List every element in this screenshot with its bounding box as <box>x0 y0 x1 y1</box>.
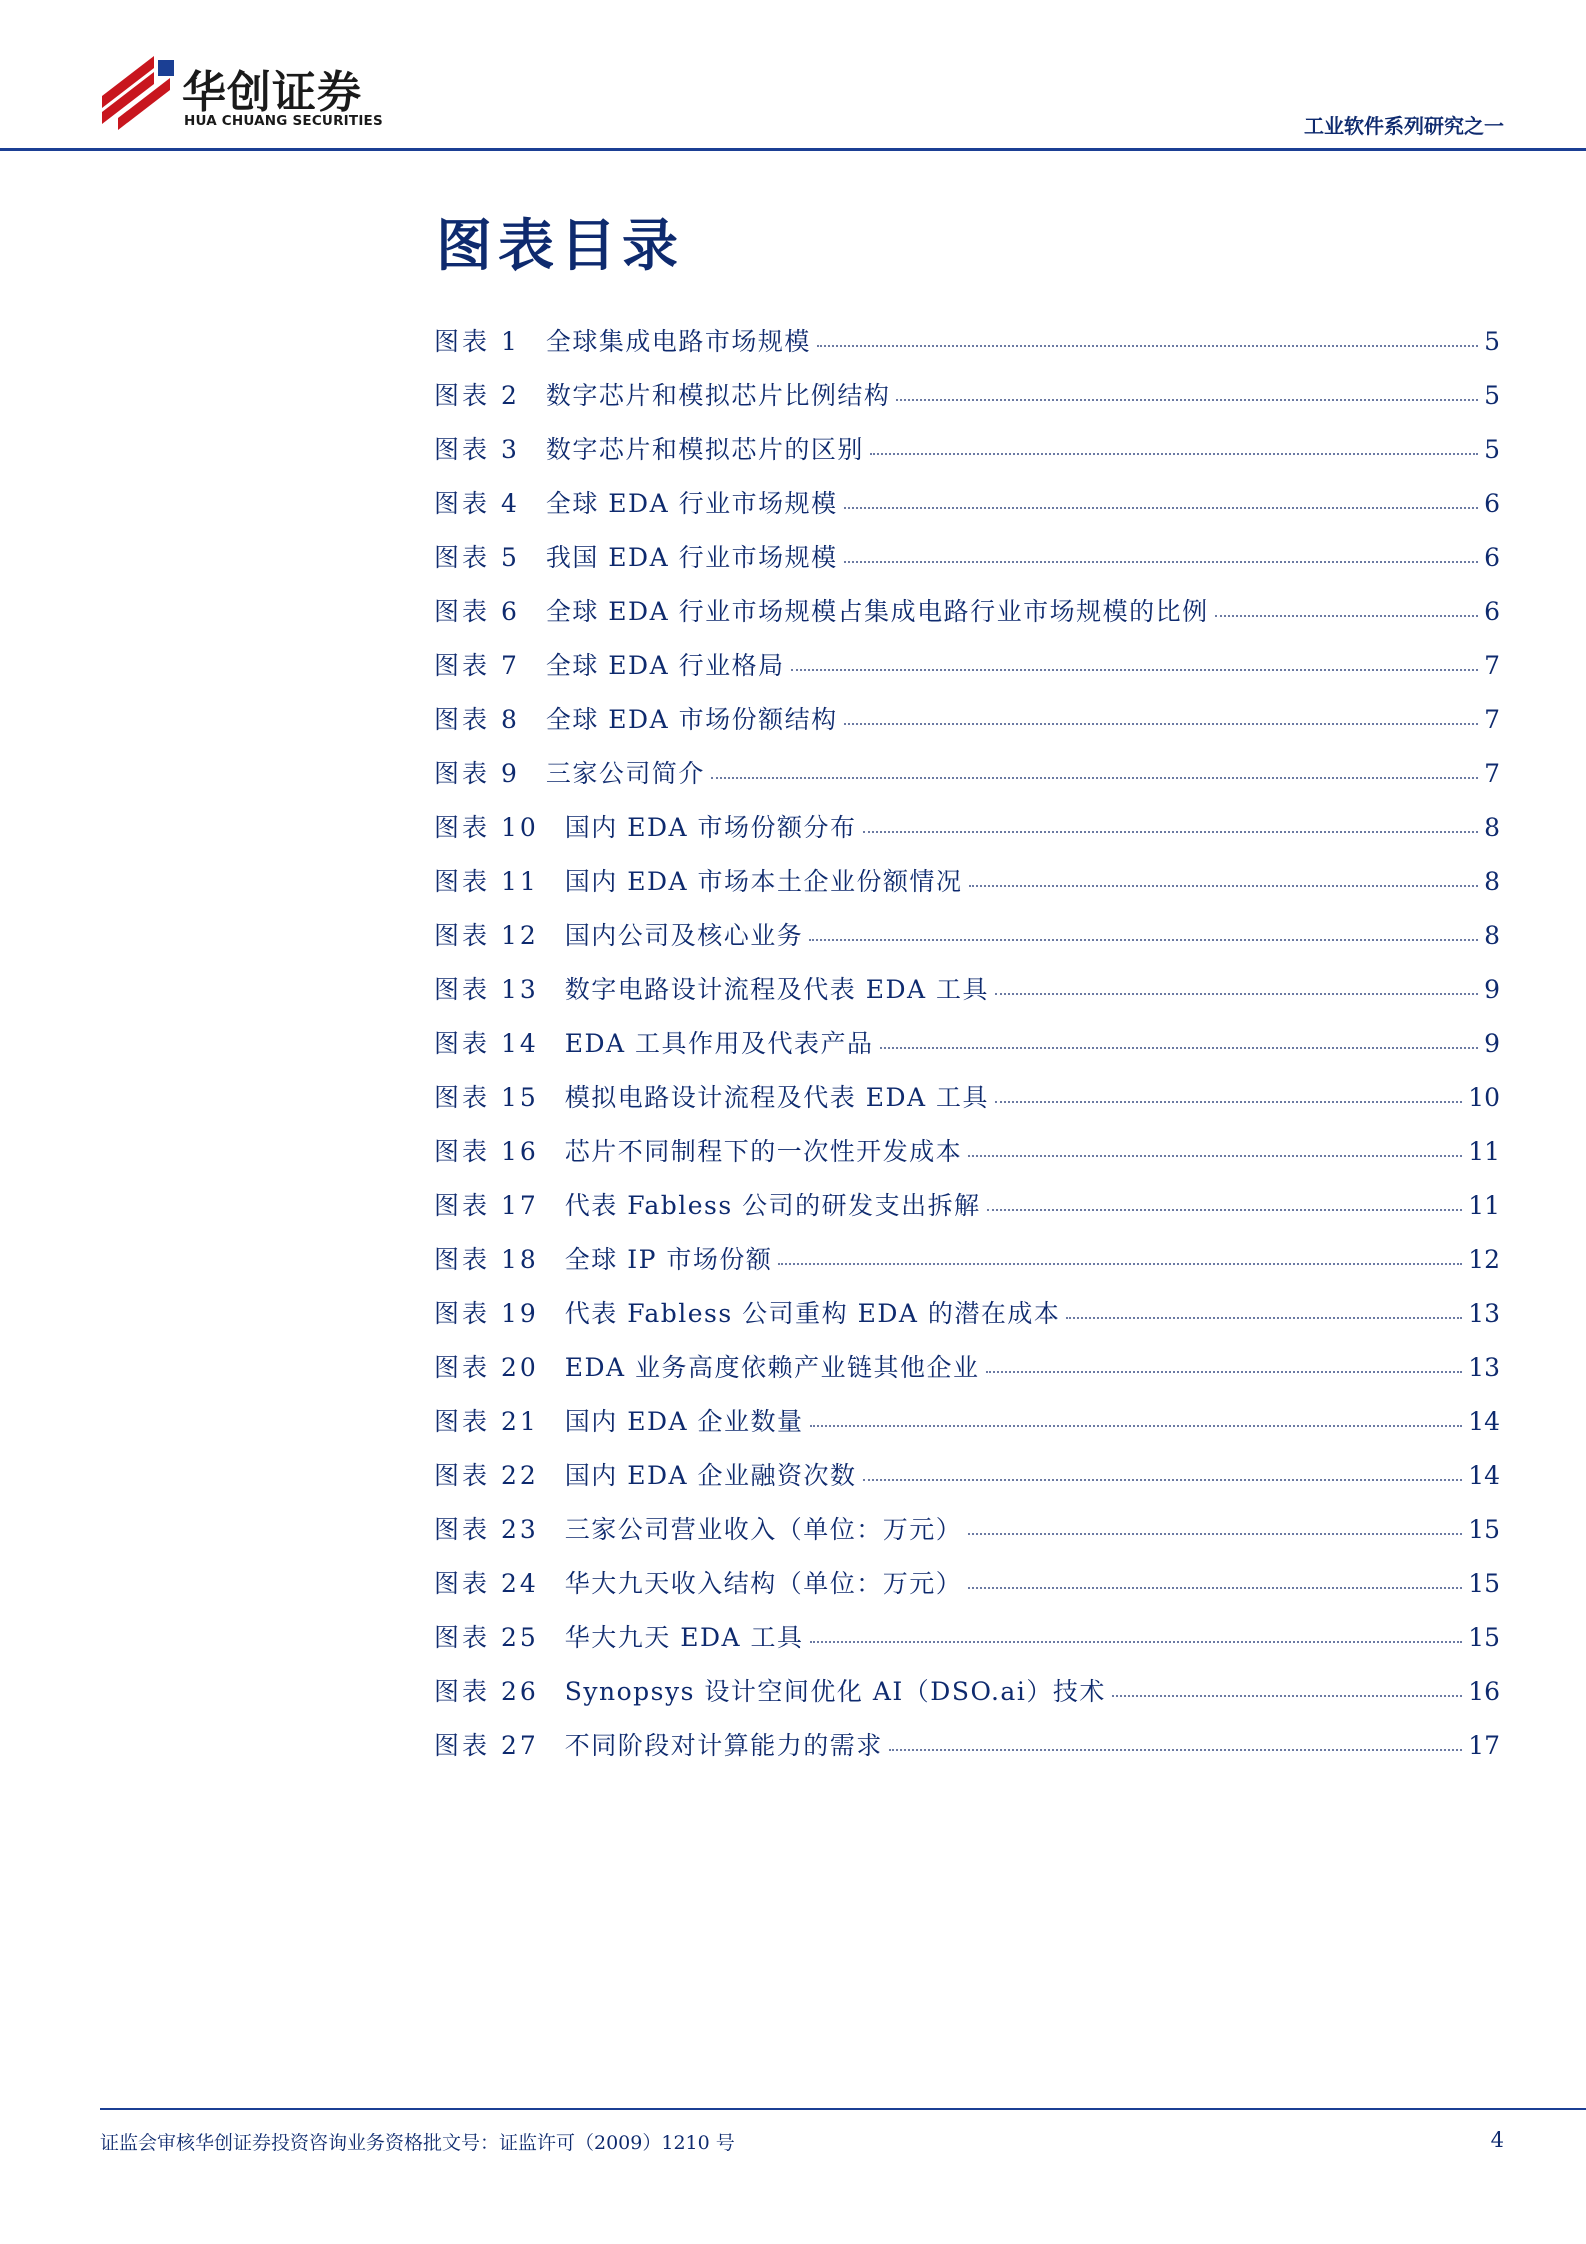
header-divider <box>0 148 1586 151</box>
toc-figure-title: 我国 EDA 行业市场规模 <box>545 543 838 572</box>
toc-dot-leader <box>711 776 1478 779</box>
toc-figure-title: 全球 EDA 行业市场规模占集成电路行业市场规模的比例 <box>545 597 1209 626</box>
toc-entry[interactable] <box>434 538 1500 592</box>
toc-figure-number: 图表 17 <box>434 1191 539 1220</box>
toc-figure-number: 图表 19 <box>434 1299 539 1328</box>
series-title: 工业软件系列研究之一 <box>1304 114 1504 138</box>
toc-figure-title: 全球 EDA 行业市场规模 <box>545 489 838 518</box>
toc-figure-title: 不同阶段对计算能力的需求 <box>564 1731 883 1760</box>
toc-page-number: 14 <box>1468 1461 1500 1490</box>
toc-figure-number: 图表 1 <box>434 327 520 356</box>
toc-figure-title: 代表 Fabless 公司重构 EDA 的潜在成本 <box>564 1299 1061 1328</box>
toc-figure-number: 图表 20 <box>434 1353 539 1382</box>
page-number: 4 <box>1490 2128 1504 2152</box>
toc-page-number: 11 <box>1468 1191 1500 1220</box>
toc-figure-number: 图表 7 <box>434 651 520 680</box>
toc-dot-leader <box>987 1208 1463 1211</box>
toc-figure-title: 三家公司营业收入（单位：万元） <box>564 1515 963 1544</box>
toc-figure-title: 国内公司及核心业务 <box>564 921 804 950</box>
toc-page-number: 11 <box>1468 1137 1500 1166</box>
toc-figure-title: 模拟电路设计流程及代表 EDA 工具 <box>564 1083 990 1112</box>
toc-entry[interactable] <box>434 1240 1500 1294</box>
toc-figure-number: 图表 11 <box>434 867 539 896</box>
toc-page-number: 10 <box>1468 1083 1500 1112</box>
toc-figure-number: 图表 5 <box>434 543 520 572</box>
toc-figure-title: 全球 IP 市场份额 <box>564 1245 773 1274</box>
page-title: 图表目录 <box>436 214 684 279</box>
toc-entry[interactable] <box>434 1078 1500 1132</box>
toc-figure-title: 华大九天 EDA 工具 <box>564 1623 804 1652</box>
toc-dot-leader <box>1066 1316 1462 1319</box>
toc-dot-leader <box>880 1046 1479 1049</box>
toc-figure-number: 图表 6 <box>434 597 520 626</box>
toc-entry[interactable] <box>434 808 1500 862</box>
toc-figure-title: 全球 EDA 市场份额结构 <box>545 705 838 734</box>
toc-entry[interactable] <box>434 862 1500 916</box>
toc-entry[interactable] <box>434 1510 1500 1564</box>
toc-page-number: 7 <box>1484 651 1500 680</box>
toc-figure-number: 图表 10 <box>434 813 539 842</box>
toc-dot-leader <box>810 1424 1463 1427</box>
toc-figure-title: 代表 Fabless 公司的研发支出拆解 <box>564 1191 981 1220</box>
toc-page-number: 6 <box>1484 489 1500 518</box>
toc-dot-leader <box>995 992 1478 995</box>
toc-entry[interactable] <box>434 1132 1500 1186</box>
toc-page-number: 5 <box>1484 381 1500 410</box>
toc-dot-leader <box>844 722 1478 725</box>
toc-page-number: 15 <box>1468 1515 1500 1544</box>
toc-entry[interactable] <box>434 376 1500 430</box>
toc-entry[interactable] <box>434 1726 1500 1780</box>
toc-entry[interactable] <box>434 1672 1500 1726</box>
toc-figure-title: 国内 EDA 市场份额分布 <box>564 813 857 842</box>
toc-figure-number: 图表 12 <box>434 921 539 950</box>
toc-dot-leader <box>863 1478 1463 1481</box>
toc-figure-number: 图表 13 <box>434 975 539 1004</box>
toc-entry[interactable] <box>434 970 1500 1024</box>
toc-page-number: 13 <box>1468 1299 1500 1328</box>
toc-figure-number: 图表 16 <box>434 1137 539 1166</box>
toc-figure-number: 图表 26 <box>434 1677 539 1706</box>
toc-page-number: 8 <box>1484 813 1500 842</box>
toc-dot-leader <box>1112 1694 1462 1697</box>
toc-entry[interactable] <box>434 916 1500 970</box>
toc-dot-leader <box>817 344 1478 347</box>
toc-figure-number: 图表 8 <box>434 705 520 734</box>
toc-figure-title: 数字电路设计流程及代表 EDA 工具 <box>564 975 990 1004</box>
toc-dot-leader <box>870 452 1478 455</box>
toc-page-number: 5 <box>1484 327 1500 356</box>
toc-page-number: 15 <box>1468 1569 1500 1598</box>
toc-page-number: 16 <box>1468 1677 1500 1706</box>
toc-dot-leader <box>809 938 1478 941</box>
toc-figure-title: 数字芯片和模拟芯片的区别 <box>545 435 864 464</box>
toc-page-number: 13 <box>1468 1353 1500 1382</box>
toc-dot-leader <box>986 1370 1463 1373</box>
toc-dot-leader <box>791 668 1478 671</box>
toc-entry[interactable] <box>434 754 1500 808</box>
toc-entry[interactable] <box>434 322 1500 376</box>
toc-entry[interactable] <box>434 700 1500 754</box>
toc-dot-leader <box>896 398 1478 401</box>
logo-mark-icon <box>100 56 176 132</box>
toc-entry[interactable] <box>434 1294 1500 1348</box>
toc-dot-leader <box>968 1532 1462 1535</box>
toc-entry[interactable] <box>434 1618 1500 1672</box>
toc-page-number: 17 <box>1468 1731 1500 1760</box>
toc-page-number: 7 <box>1484 705 1500 734</box>
toc-figure-number: 图表 27 <box>434 1731 539 1760</box>
toc-entry[interactable] <box>434 1564 1500 1618</box>
toc-dot-leader <box>968 1586 1462 1589</box>
toc-page-number: 5 <box>1484 435 1500 464</box>
toc-figure-number: 图表 3 <box>434 435 520 464</box>
toc-page-number: 6 <box>1484 597 1500 626</box>
toc-figure-number: 图表 22 <box>434 1461 539 1490</box>
page-header <box>0 0 1586 160</box>
toc-figure-number: 图表 21 <box>434 1407 539 1436</box>
toc-page-number: 8 <box>1484 921 1500 950</box>
toc-entry[interactable] <box>434 430 1500 484</box>
toc-figure-title: 国内 EDA 市场本土企业份额情况 <box>564 867 963 896</box>
toc-figure-number: 图表 4 <box>434 489 520 518</box>
toc-figure-title: 全球 EDA 行业格局 <box>545 651 785 680</box>
toc-page-number: 9 <box>1484 1029 1500 1058</box>
toc-dot-leader <box>889 1748 1462 1751</box>
toc-dot-leader <box>844 560 1478 563</box>
toc-page-number: 7 <box>1484 759 1500 788</box>
toc-dot-leader <box>863 830 1479 833</box>
toc-figure-number: 图表 23 <box>434 1515 539 1544</box>
toc-figure-number: 图表 25 <box>434 1623 539 1652</box>
toc-figure-title: 数字芯片和模拟芯片比例结构 <box>545 381 891 410</box>
toc-figure-title: EDA 工具作用及代表产品 <box>564 1029 874 1058</box>
toc-page-number: 15 <box>1468 1623 1500 1652</box>
toc-entry[interactable] <box>434 646 1500 700</box>
toc-page-number: 6 <box>1484 543 1500 572</box>
logo-text-en: HUA CHUANG SECURITIES <box>184 113 383 129</box>
toc-dot-leader <box>844 506 1478 509</box>
toc-figure-title: 华大九天收入结构（单位：万元） <box>564 1569 963 1598</box>
toc-dot-leader <box>778 1262 1462 1265</box>
toc-figure-number: 图表 18 <box>434 1245 539 1274</box>
toc-page-number: 8 <box>1484 867 1500 896</box>
toc-figure-title: 国内 EDA 企业融资次数 <box>564 1461 857 1490</box>
toc-page-number: 12 <box>1468 1245 1500 1274</box>
toc-entry[interactable] <box>434 1024 1500 1078</box>
toc-figure-number: 图表 24 <box>434 1569 539 1598</box>
toc-figure-title: 芯片不同制程下的一次性开发成本 <box>564 1137 963 1166</box>
toc-page-number: 9 <box>1484 975 1500 1004</box>
toc-figure-title: 三家公司简介 <box>545 759 705 788</box>
toc-dot-leader <box>968 1154 1462 1157</box>
table-of-figures <box>434 322 1500 1780</box>
footer-divider <box>100 2108 1586 2110</box>
toc-figure-number: 图表 9 <box>434 759 520 788</box>
toc-figure-number: 图表 15 <box>434 1083 539 1112</box>
toc-figure-title: EDA 业务高度依赖产业链其他企业 <box>564 1353 980 1382</box>
toc-dot-leader <box>995 1100 1462 1103</box>
toc-figure-title: 国内 EDA 企业数量 <box>564 1407 804 1436</box>
toc-figure-number: 图表 2 <box>434 381 520 410</box>
toc-dot-leader <box>1215 614 1478 617</box>
toc-entry[interactable] <box>434 1456 1500 1510</box>
toc-entry[interactable] <box>434 1402 1500 1456</box>
toc-entry[interactable] <box>434 1186 1500 1240</box>
toc-figure-number: 图表 14 <box>434 1029 539 1058</box>
toc-entry[interactable] <box>434 1348 1500 1402</box>
logo-text-cn: 华创证券 <box>182 67 362 118</box>
toc-entry[interactable] <box>434 484 1500 538</box>
toc-dot-leader <box>810 1640 1463 1643</box>
toc-page-number: 14 <box>1468 1407 1500 1436</box>
toc-dot-leader <box>969 884 1479 887</box>
toc-figure-title: Synopsys 设计空间优化 AI（DSO.ai）技术 <box>564 1677 1106 1706</box>
toc-entry[interactable] <box>434 592 1500 646</box>
footer-license: 证监会审核华创证券投资咨询业务资格批文号：证监许可（2009）1210 号 <box>100 2132 735 2154</box>
company-logo <box>100 56 400 132</box>
toc-figure-title: 全球集成电路市场规模 <box>545 327 811 356</box>
